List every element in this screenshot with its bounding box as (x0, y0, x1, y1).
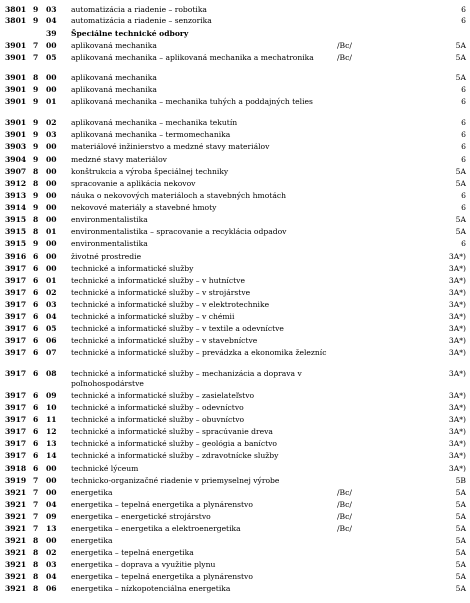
sub-code-cell: 6 (33, 391, 39, 400)
level-cell: 5A (455, 215, 466, 224)
branch-code-cell: 13 (46, 524, 57, 533)
level-cell: 6 (461, 85, 466, 94)
code-cell: 3917 (5, 264, 27, 273)
code-cell: 3901 (5, 85, 27, 94)
sub-code-cell: 9 (33, 239, 39, 248)
level-cell: 3A*) (448, 264, 466, 273)
level-cell: 3A*) (448, 276, 466, 285)
sub-code-cell: 6 (33, 300, 39, 309)
branch-code-cell: 00 (46, 203, 57, 212)
code-cell: 3917 (5, 391, 27, 400)
program-name-cell: aplikovaná mechanika (71, 41, 157, 50)
program-name-cell: technické a informatické služby – v textile a odevníctve (71, 324, 284, 333)
level-cell: 6 (461, 5, 466, 14)
level-cell: 3A*) (448, 312, 466, 321)
branch-code-cell: 00 (46, 142, 57, 151)
code-cell: 3917 (5, 369, 27, 378)
program-name-cell: technicko-organizačné riadenie v priemyselnej výrobe (71, 476, 280, 485)
program-name-cell: energetika (71, 488, 113, 497)
program-name-cell: environmentalistika (71, 239, 148, 248)
code-cell: 3921 (5, 524, 27, 533)
branch-code-cell: 03 (46, 560, 57, 569)
code-cell: 3904 (5, 155, 27, 164)
branch-code-cell: 13 (46, 439, 57, 448)
level-cell: 3A*) (448, 288, 466, 297)
level-cell: 6 (461, 16, 466, 25)
code-cell: 3801 (5, 16, 27, 25)
code-cell: 3917 (5, 288, 27, 297)
branch-code-cell: 14 (46, 451, 57, 460)
code-cell: 3901 (5, 73, 27, 82)
sub-code-cell: 6 (33, 451, 39, 460)
code-cell: 3917 (5, 300, 27, 309)
code-cell: 3917 (5, 451, 27, 460)
sub-code-cell: 9 (33, 203, 39, 212)
level-cell: 5A (455, 560, 466, 569)
level-cell: 5B (455, 476, 466, 485)
level-cell: 3A*) (448, 439, 466, 448)
program-name-cell: spracovanie a aplikácia nekovov (71, 179, 196, 188)
branch-code-cell: 00 (46, 73, 57, 82)
level-cell: 6 (461, 142, 466, 151)
code-cell: 3919 (5, 476, 27, 485)
code-cell: 3915 (5, 239, 27, 248)
branch-code-cell: 00 (46, 488, 57, 497)
code-cell: 3917 (5, 324, 27, 333)
program-name-cell: Špeciálne technické odbory (71, 29, 189, 38)
sub-code-cell: 9 (33, 142, 39, 151)
level-cell: 3A*) (448, 369, 466, 378)
branch-code-cell: 00 (46, 536, 57, 545)
code-cell: 3915 (5, 215, 27, 224)
branch-code-cell: 00 (46, 191, 57, 200)
degree-form-cell: /Bc/ (337, 512, 352, 521)
program-name-cell: nekovové materiály a stavebné hmoty (71, 203, 217, 212)
program-name-cell: technické a informatické služby – zdravotnícke služby (71, 451, 279, 460)
branch-code-cell: 11 (46, 415, 57, 424)
sub-code-cell: 8 (33, 73, 39, 82)
sub-code-cell: 6 (33, 348, 39, 357)
sub-code-cell: 9 (33, 118, 39, 127)
level-cell: 5A (455, 488, 466, 497)
branch-code-cell: 00 (46, 179, 57, 188)
program-name-cell: environmentalistika – spracovanie a recyklácia odpadov (71, 227, 287, 236)
level-cell: 6 (461, 191, 466, 200)
branch-code-cell: 04 (46, 500, 57, 509)
program-name-cell: energetika – energetika a elektroenergetika (71, 524, 241, 533)
sub-code-cell: 6 (33, 369, 39, 378)
sub-code-cell: 6 (33, 415, 39, 424)
level-cell: 5A (455, 227, 466, 236)
branch-code-cell: 06 (46, 584, 57, 593)
program-name-cell: energetika – tepelná energetika (71, 548, 194, 557)
level-cell: 6 (461, 130, 466, 139)
program-name-cell: materiálové inžinierstvo a medzné stavy materiálov (71, 142, 270, 151)
program-name-cell: environmentalistika (71, 215, 148, 224)
sub-code-cell: 7 (33, 500, 39, 509)
branch-code-cell: 09 (46, 391, 57, 400)
sub-code-cell: 9 (33, 130, 39, 139)
branch-code-cell: 02 (46, 118, 57, 127)
sub-code-cell: 9 (33, 191, 39, 200)
level-cell: 6 (461, 203, 466, 212)
code-cell: 3917 (5, 336, 27, 345)
branch-code-cell: 03 (46, 300, 57, 309)
code-cell: 3903 (5, 142, 27, 151)
code-cell: 3914 (5, 203, 27, 212)
branch-code-cell: 09 (46, 512, 57, 521)
level-cell: 3A*) (448, 403, 466, 412)
sub-code-cell: 7 (33, 512, 39, 521)
program-name-cell: technické a informatické služby – prevádzka a ekonomika železníc (71, 348, 327, 357)
level-cell: 5A (455, 512, 466, 521)
sub-code-cell: 9 (33, 85, 39, 94)
program-name-cell: aplikovaná mechanika – mechanika tuhých a poddajných telies (71, 97, 313, 106)
code-cell: 3917 (5, 415, 27, 424)
code-cell: 3801 (5, 5, 27, 14)
branch-code-cell: 39 (46, 29, 57, 38)
sub-code-cell: 8 (33, 572, 39, 581)
code-cell: 3917 (5, 312, 27, 321)
program-name-cell: aplikovaná mechanika (71, 73, 157, 82)
code-cell: 3916 (5, 252, 27, 261)
level-cell: 3A*) (448, 451, 466, 460)
branch-code-cell: 01 (46, 97, 57, 106)
program-name-cell: aplikovaná mechanika – mechanika tekutín (71, 118, 238, 127)
program-name-cell: technické a informatické služby – v chémii (71, 312, 235, 321)
branch-code-cell: 03 (46, 5, 57, 14)
code-cell: 3921 (5, 584, 27, 593)
code-cell: 3921 (5, 512, 27, 521)
level-cell: 5A (455, 73, 466, 82)
level-cell: 6 (461, 97, 466, 106)
branch-code-cell: 07 (46, 348, 57, 357)
code-cell: 3901 (5, 97, 27, 106)
sub-code-cell: 8 (33, 215, 39, 224)
sub-code-cell: 8 (33, 584, 39, 593)
branch-code-cell: 04 (46, 572, 57, 581)
program-name-cell: energetika – tepelná energetika a plynárenstvo (71, 500, 253, 509)
code-cell: 3917 (5, 427, 27, 436)
sub-code-cell: 9 (33, 97, 39, 106)
program-name-cell: aplikovaná mechanika – aplikovaná mechanika a mechatronika (71, 53, 314, 62)
branch-code-cell: 01 (46, 276, 57, 285)
level-cell: 5A (455, 41, 466, 50)
program-name-cell: automatizácia a riadenie – robotika (71, 5, 207, 14)
level-cell: 3A*) (448, 391, 466, 400)
sub-code-cell: 6 (33, 464, 39, 473)
branch-code-cell: 10 (46, 403, 57, 412)
code-cell: 3921 (5, 560, 27, 569)
sub-code-cell: 7 (33, 488, 39, 497)
program-name-cell: technické a informatické služby – spracúvanie dreva (71, 427, 273, 436)
branch-code-cell: 00 (46, 41, 57, 50)
code-cell: 3917 (5, 276, 27, 285)
level-cell: 5A (455, 524, 466, 533)
sub-code-cell: 8 (33, 227, 39, 236)
sub-code-cell: 7 (33, 53, 39, 62)
code-cell: 3901 (5, 41, 27, 50)
level-cell: 3A*) (448, 348, 466, 357)
degree-form-cell: /Bc/ (337, 53, 352, 62)
level-cell: 5A (455, 179, 466, 188)
level-cell: 3A*) (448, 252, 466, 261)
sub-code-cell: 9 (33, 155, 39, 164)
level-cell: 3A*) (448, 427, 466, 436)
branch-code-cell: 00 (46, 167, 57, 176)
program-name-cell: technické a informatické služby – obuvníctvo (71, 415, 245, 424)
level-cell: 3A*) (448, 336, 466, 345)
level-cell: 5A (455, 53, 466, 62)
sub-code-cell: 8 (33, 560, 39, 569)
sub-code-cell: 6 (33, 276, 39, 285)
code-cell: 3921 (5, 548, 27, 557)
program-name-cell: technické a informatické služby – geológia a baníctvo (71, 439, 277, 448)
level-cell: 3A*) (448, 464, 466, 473)
branch-code-cell: 12 (46, 427, 57, 436)
sub-code-cell: 6 (33, 252, 39, 261)
sub-code-cell: 6 (33, 439, 39, 448)
degree-form-cell: /Bc/ (337, 488, 352, 497)
branch-code-cell: 03 (46, 130, 57, 139)
branch-code-cell: 08 (46, 369, 57, 378)
branch-code-cell: 01 (46, 227, 57, 236)
program-name-cell: aplikovaná mechanika – termomechanika (71, 130, 231, 139)
code-cell: 3921 (5, 500, 27, 509)
sub-code-cell: 6 (33, 288, 39, 297)
branch-code-cell: 00 (46, 155, 57, 164)
code-cell: 3921 (5, 488, 27, 497)
branch-code-cell: 05 (46, 324, 57, 333)
code-cell: 3917 (5, 348, 27, 357)
level-cell: 6 (461, 239, 466, 248)
sub-code-cell: 8 (33, 167, 39, 176)
sub-code-cell: 6 (33, 427, 39, 436)
program-name-cell: technické a informatické služby – v strojárstve (71, 288, 251, 297)
sub-code-cell: 7 (33, 524, 39, 533)
branch-code-cell: 02 (46, 288, 57, 297)
program-name-cell: medzné stavy materiálov (71, 155, 167, 164)
branch-code-cell: 00 (46, 239, 57, 248)
branch-code-cell: 00 (46, 264, 57, 273)
code-cell: 3921 (5, 536, 27, 545)
branch-code-cell: 00 (46, 85, 57, 94)
branch-code-cell: 00 (46, 476, 57, 485)
branch-code-cell: 02 (46, 548, 57, 557)
program-name-cell: konštrukcia a výroba špeciálnej techniky (71, 167, 229, 176)
degree-form-cell: /Bc/ (337, 500, 352, 509)
sub-code-cell: 6 (33, 324, 39, 333)
program-name-cell: energetika (71, 536, 113, 545)
level-cell: 3A*) (448, 300, 466, 309)
sub-code-cell: 8 (33, 548, 39, 557)
level-cell: 3A*) (448, 415, 466, 424)
sub-code-cell: 6 (33, 336, 39, 345)
sub-code-cell: 7 (33, 476, 39, 485)
branch-code-cell: 04 (46, 16, 57, 25)
code-cell: 3907 (5, 167, 27, 176)
program-name-cell: technické a informatické služby – mechanizácia a doprava v poľnohospodárstve (71, 369, 302, 388)
level-cell: 6 (461, 118, 466, 127)
branch-code-cell: 06 (46, 336, 57, 345)
program-name-cell: energetika – nízkopotenciálna energetika (71, 584, 231, 593)
code-cell: 3901 (5, 53, 27, 62)
code-cell: 3901 (5, 130, 27, 139)
level-cell: 6 (461, 155, 466, 164)
sub-code-cell: 8 (33, 179, 39, 188)
code-cell: 3915 (5, 227, 27, 236)
branch-code-cell: 04 (46, 312, 57, 321)
program-name-cell: technické lýceum (71, 464, 139, 473)
sub-code-cell: 7 (33, 41, 39, 50)
level-cell: 3A*) (448, 324, 466, 333)
program-name-cell: technické a informatické služby – v stavebníctve (71, 336, 258, 345)
sub-code-cell: 6 (33, 312, 39, 321)
code-cell: 3918 (5, 464, 27, 473)
sub-code-cell: 9 (33, 16, 39, 25)
degree-form-cell: /Bc/ (337, 524, 352, 533)
program-name-cell: energetika – doprava a využitie plynu (71, 560, 216, 569)
level-cell: 5A (455, 584, 466, 593)
sub-code-cell: 6 (33, 403, 39, 412)
level-cell: 5A (455, 548, 466, 557)
branch-code-cell: 00 (46, 215, 57, 224)
sub-code-cell: 9 (33, 5, 39, 14)
program-name-cell: automatizácia a riadenie – senzorika (71, 16, 212, 25)
code-cell: 3901 (5, 118, 27, 127)
degree-form-cell: /Bc/ (337, 41, 352, 50)
program-name-cell: technické a informatické služby – v elektrotechnike (71, 300, 270, 309)
code-cell: 3921 (5, 572, 27, 581)
code-cell: 3912 (5, 179, 27, 188)
program-name-cell: technické a informatické služby – zasielateľstvo (71, 391, 255, 400)
branch-code-cell: 00 (46, 252, 57, 261)
program-name-cell: energetika – energetické strojárstvo (71, 512, 211, 521)
branch-code-cell: 00 (46, 464, 57, 473)
program-name-cell: technické a informatické služby – odevníctvo (71, 403, 244, 412)
program-name-cell: aplikovaná mechanika (71, 85, 157, 94)
code-cell: 3917 (5, 403, 27, 412)
program-name-cell: životné prostredie (71, 252, 142, 261)
code-cell: 3917 (5, 439, 27, 448)
program-name-cell: energetika – tepelná energetika a plynárenstvo (71, 572, 253, 581)
program-name-cell: technické a informatické služby – v hutníctve (71, 276, 245, 285)
code-cell: 3913 (5, 191, 27, 200)
sub-code-cell: 6 (33, 264, 39, 273)
program-name-cell: technické a informatické služby (71, 264, 194, 273)
level-cell: 5A (455, 572, 466, 581)
branch-code-cell: 05 (46, 53, 57, 62)
level-cell: 5A (455, 536, 466, 545)
level-cell: 5A (455, 500, 466, 509)
sub-code-cell: 8 (33, 536, 39, 545)
level-cell: 5A (455, 167, 466, 176)
program-name-cell: náuka o nekovových materiáloch a stavebných hmotách (71, 191, 286, 200)
